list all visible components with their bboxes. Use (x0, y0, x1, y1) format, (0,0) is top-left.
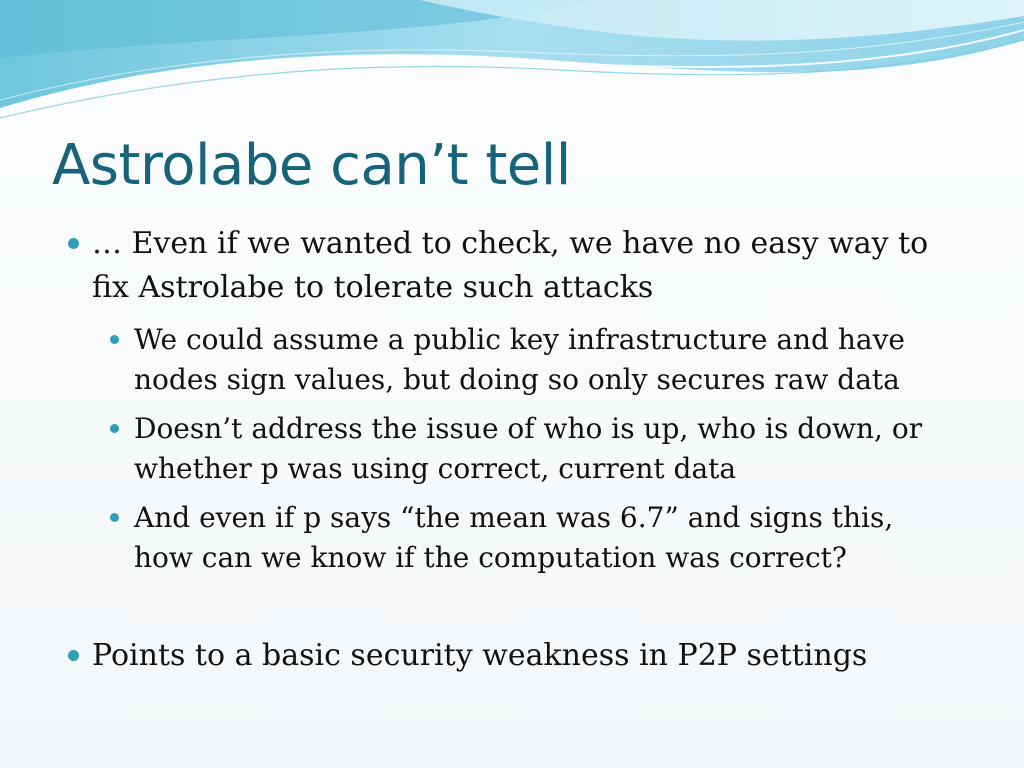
bullet-text: Points to a basic security weakness in P2P settings (92, 638, 868, 673)
bullet-list (60, 222, 960, 678)
header-wave-decoration (0, 0, 1024, 130)
bullet-dot-icon (68, 238, 79, 249)
bullet-dot-icon (110, 335, 119, 344)
bullet-text: And even if p says “the mean was 6.7” and signs this, how can we know if the computation was correct? (134, 501, 894, 574)
bullet-item (60, 634, 960, 678)
bullet-text: We could assume a public key infrastructure and have nodes sign values, but doing so only secures raw data (134, 323, 905, 396)
slide-title: Astrolabe can’t tell (52, 133, 571, 198)
bullet-dot-icon (68, 650, 79, 661)
bullet-item (60, 222, 960, 310)
bullet-dot-icon (110, 513, 119, 522)
sub-bullet-item (60, 409, 960, 489)
sub-bullet-item (60, 498, 960, 578)
bullet-text: … Even if we wanted to check, we have no easy way to fix Astrolabe to tolerate such attacks (92, 226, 929, 305)
sub-bullet-item (60, 320, 960, 400)
bullet-dot-icon (110, 424, 119, 433)
bullet-text: Doesn’t address the issue of who is up, who is down, or whether p was using correct, current data (134, 412, 923, 485)
